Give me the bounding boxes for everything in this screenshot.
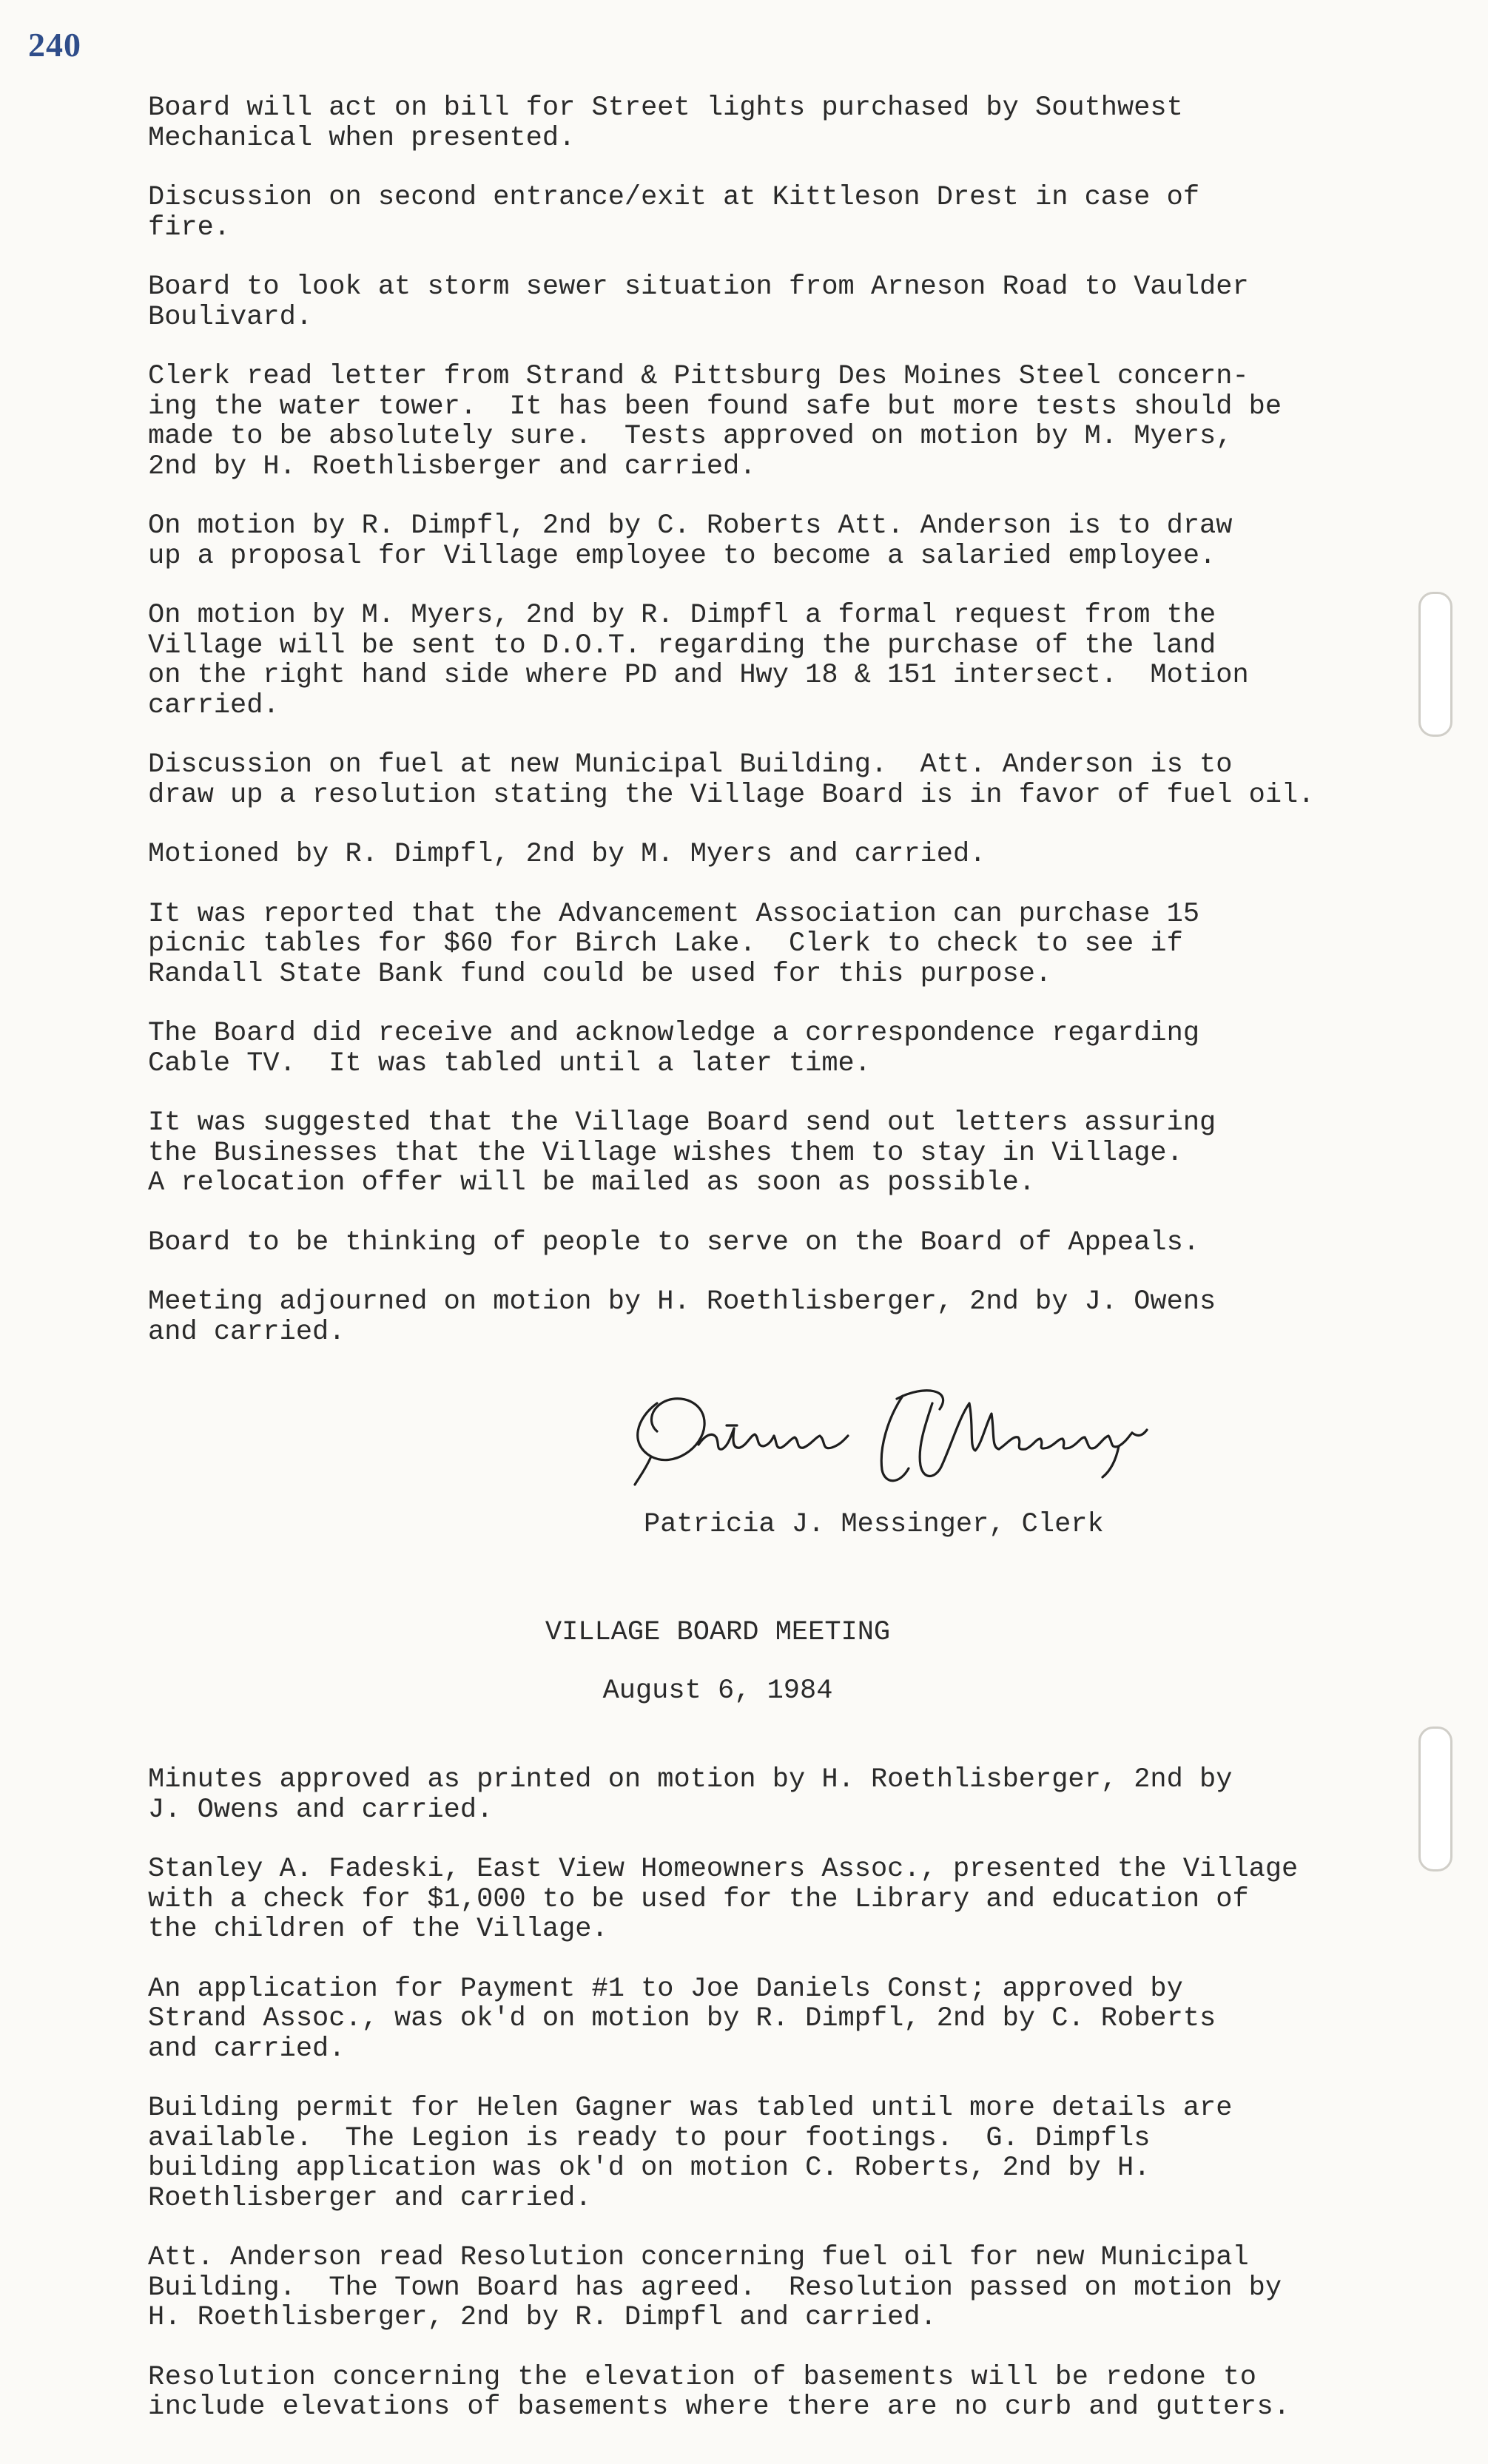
document-body	[148, 93, 1421, 2452]
paragraph: Board will act on bill for Street lights purchased by Southwest Mechanical when presented.	[148, 92, 1183, 154]
paragraph: Resolution concerning the elevation of basements will be redone to include elevations of basements where there are no curb and gutters.	[148, 2361, 1290, 2423]
paragraph: Motioned by R. Dimpfl, 2nd by M. Myers and carried.	[148, 839, 986, 870]
paragraph: Stanley A. Fadeski, East View Homeowners Assoc., presented the Village with a check for $1,000 to be used for the Library and education of the children of the Village.	[148, 1854, 1299, 1945]
binder-hole-bottom	[1418, 1727, 1452, 1871]
paragraph: An application for Payment #1 to Joe Daniels Const; approved by Strand Assoc., was ok'd on motion by R. Dimpfl, 2nd by C. Roberts and carried.	[148, 1973, 1216, 2065]
paragraph: The Board did receive and acknowledge a correspondence regarding Cable TV. It was tabled until a later time.	[148, 1018, 1200, 1079]
paragraph: Clerk read letter from Strand & Pittsburg Des Moines Steel concern- ing the water tower. It has been found safe but more tests should be made to be absolutely sure. Tests approved on motion by M. Myers, 2nd by H. Roethlisberger and carried.	[148, 361, 1282, 482]
handwritten-signature	[622, 1374, 1154, 1492]
paragraph: Att. Anderson read Resolution concerning fuel oil for new Municipal Building. The Town Board has agreed. Resolution passed on motion by H. Roethlisberger, 2nd by R. Dimpfl and carried.	[148, 2242, 1282, 2333]
paragraph: Board to look at storm sewer situation from Arneson Road to Vaulder Boulivard.	[148, 271, 1249, 333]
paragraph: Building permit for Helen Gagner was tabled until more details are available. The Legion is ready to pour footings. G. Dimpfls building application was ok'd on motion C. Roberts, 2nd by H. Roethlisberger and carried.	[148, 2093, 1233, 2214]
paragraph: Board to be thinking of people to serve on the Board of Appeals.	[148, 1226, 1200, 1258]
binder-hole-top	[1418, 592, 1452, 737]
meeting-title: VILLAGE BOARD MEETING	[545, 1617, 891, 1648]
signature-block	[148, 1374, 1421, 1566]
paragraph: Meeting adjourned on motion by H. Roethlisberger, 2nd by J. Owens and carried.	[148, 1286, 1216, 1348]
page-number: 240	[28, 26, 81, 64]
minutes-section-continued	[148, 93, 1421, 1347]
paragraph: It was suggested that the Village Board send out letters assuring the Businesses that the Village wishes them to stay in Village. A relocation offer will be mailed as soon as possible.	[148, 1107, 1216, 1198]
minutes-section-new-meeting	[148, 1765, 1421, 2423]
paragraph: Discussion on fuel at new Municipal Building. Att. Anderson is to draw up a resolution stating the Village Board is in favor of fuel oil.	[148, 749, 1315, 811]
signer-name: Patricia J. Messinger, Clerk	[644, 1509, 1104, 1540]
meeting-date: August 6, 1984	[602, 1675, 833, 1707]
paragraph: Discussion on second entrance/exit at Kittleson Drest in case of fire.	[148, 182, 1200, 243]
paragraph: Minutes approved as printed on motion by H. Roethlisberger, 2nd by J. Owens and carried.	[148, 1764, 1233, 1826]
paragraph: It was reported that the Advancement Association can purchase 15 picnic tables for $60 for Birch Lake. Clerk to check to see if Randall State Bank fund could be used for this purpose.	[148, 898, 1200, 990]
paragraph: On motion by M. Myers, 2nd by R. Dimpfl a formal request from the Village will be sent to D.O.T. regarding the purchase of the land on the right hand side where PD and Hwy 18 & 151 intersect. Motion carried.	[148, 600, 1249, 721]
paragraph: On motion by R. Dimpfl, 2nd by C. Roberts Att. Anderson is to draw up a proposal for Village employee to become a salaried employee.	[148, 510, 1233, 572]
